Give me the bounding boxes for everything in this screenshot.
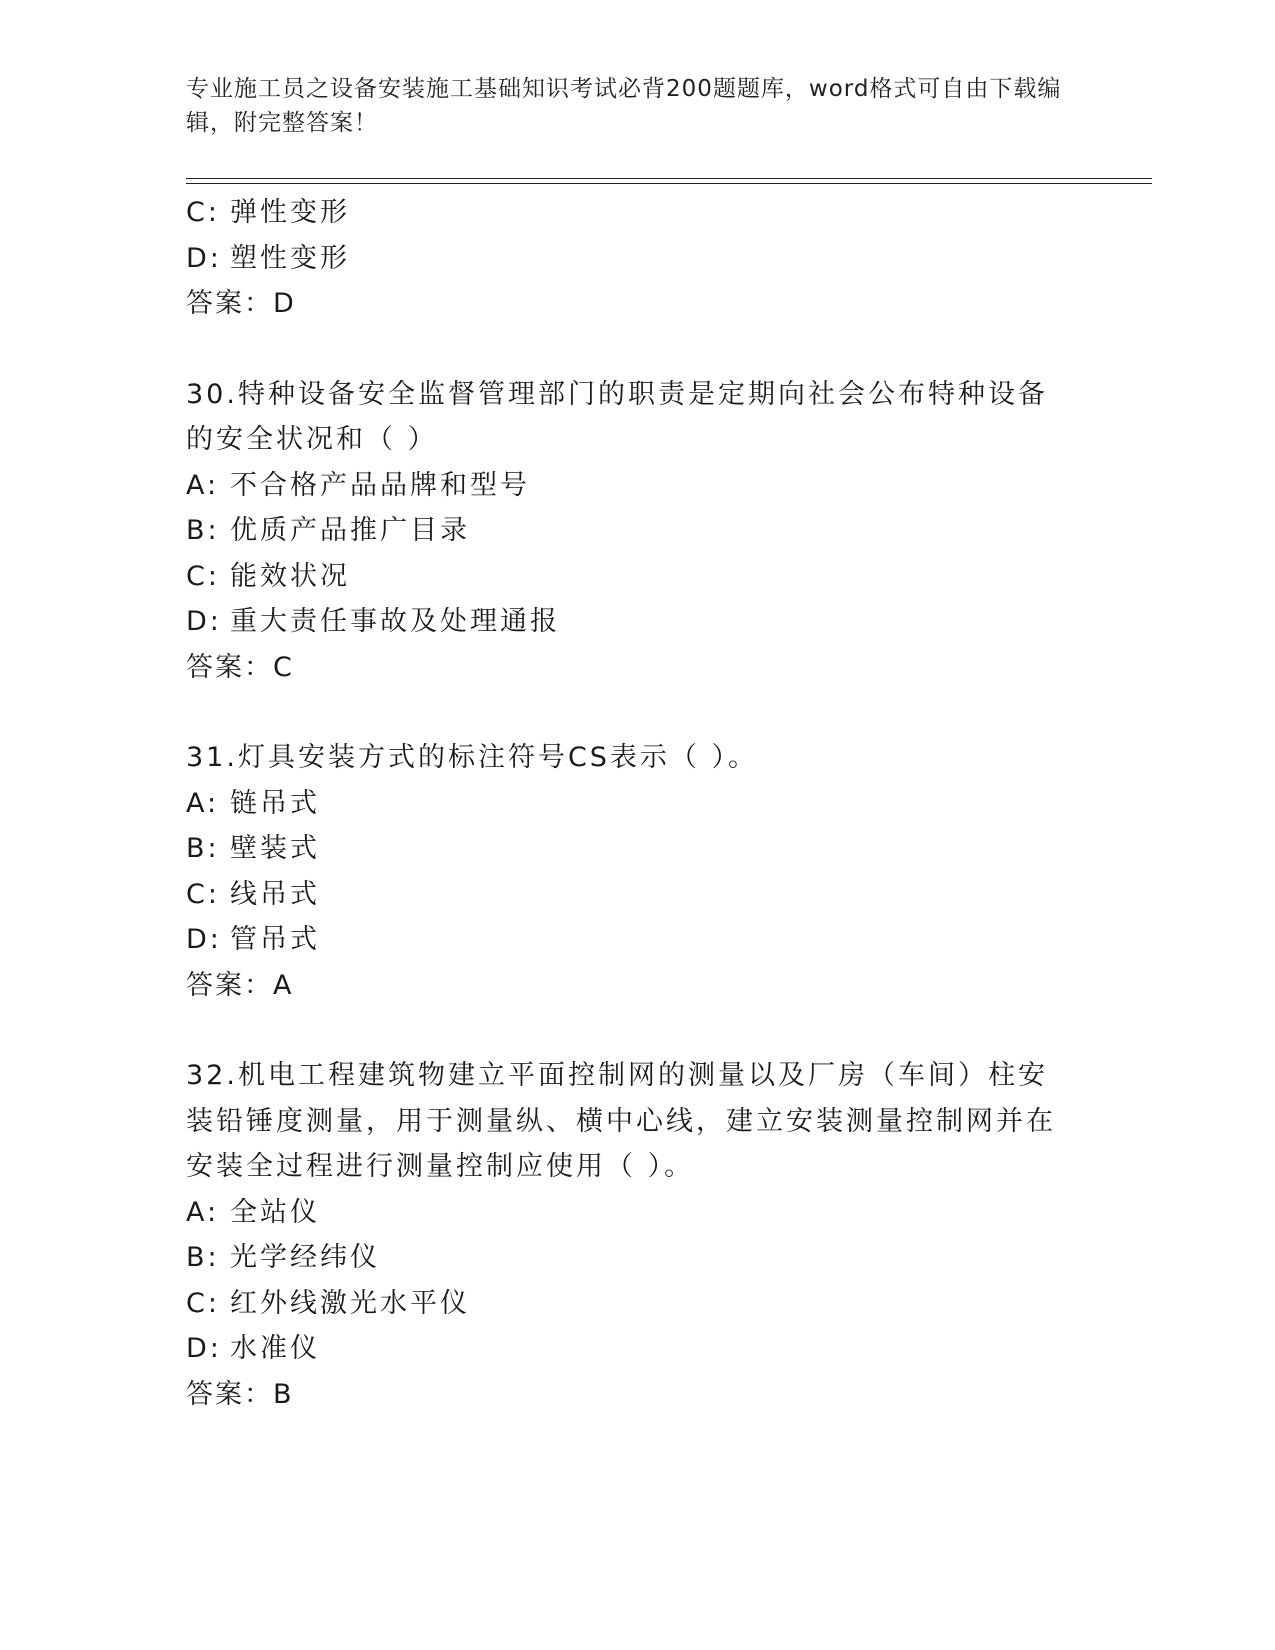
option-text: 链吊式 [230, 787, 320, 819]
option-c [186, 554, 1086, 600]
question-text: 30.特种设备安全监督管理部门的职责是定期向社会公布特种设备的安全状况和（ ） [186, 378, 1048, 455]
question-text: 32.机电工程建筑物建立平面控制网的测量以及厂房（车间）柱安装铅锤度测量，用于测量纵、横中心线，建立安装测量控制网并在安装全过程进行测量控制应使用（ ）。 [186, 1060, 1056, 1182]
answer-line [186, 281, 1086, 327]
option-text: 线吊式 [230, 878, 320, 910]
option-text: 塑性变形 [230, 242, 350, 274]
answer-label: 答案： [186, 969, 273, 1001]
option-text: 能效状况 [230, 560, 350, 592]
question-30 [186, 372, 1086, 691]
answer-label: 答案： [186, 1378, 273, 1410]
option-text: 红外线激光水平仪 [230, 1287, 470, 1319]
option-a [186, 463, 1086, 509]
option-b [186, 1235, 1086, 1281]
option-d [186, 1326, 1086, 1372]
option-text: 水准仪 [230, 1333, 320, 1364]
option-label: C: [186, 560, 220, 592]
document-header-title: 专业施工员之设备安装施工基础知识考试必背200题题库，word格式可自由下载编辑，附完整答案！ [186, 76, 1062, 136]
option-label: C: [186, 878, 220, 910]
option-label: B: [186, 515, 220, 546]
option-label: B: [186, 1242, 220, 1273]
option-c [186, 1281, 1086, 1327]
option-a [186, 1190, 1086, 1236]
option-label: D: [186, 242, 222, 274]
answer-line [186, 645, 1086, 691]
option-label: A: [186, 1196, 220, 1228]
answer-value: D [273, 288, 296, 319]
option-a [186, 781, 1086, 827]
answer-value: C [273, 651, 294, 683]
option-text: 优质产品推广目录 [230, 515, 470, 546]
answer-line [186, 963, 1086, 1009]
option-text: 光学经纬仪 [230, 1242, 380, 1273]
option-label: D: [186, 606, 222, 637]
option-label: C: [186, 1287, 220, 1319]
answer-value: B [273, 1378, 294, 1410]
option-c [186, 872, 1086, 918]
question-31 [186, 735, 1086, 1008]
option-text: 弹性变形 [230, 197, 350, 228]
option-label: D: [186, 1333, 222, 1364]
option-label: C: [186, 197, 220, 228]
spacer [186, 1008, 1086, 1053]
question-content [186, 190, 1086, 1417]
answer-line [186, 1372, 1086, 1418]
option-label: A: [186, 469, 220, 501]
prev-question-tail [186, 190, 1086, 327]
option-d [186, 236, 1086, 282]
option-b [186, 826, 1086, 872]
option-d [186, 917, 1086, 963]
question-32 [186, 1053, 1086, 1417]
answer-label: 答案： [186, 288, 273, 319]
option-text: 全站仪 [230, 1196, 320, 1228]
option-text: 壁装式 [230, 833, 320, 864]
option-label: A: [186, 787, 220, 819]
answer-label: 答案： [186, 651, 273, 683]
option-d [186, 599, 1086, 645]
spacer [186, 690, 1086, 735]
option-c [186, 190, 1086, 236]
option-text: 重大责任事故及处理通报 [230, 606, 560, 637]
header-divider-bottom [186, 183, 1152, 184]
option-text: 管吊式 [230, 924, 320, 955]
spacer [186, 327, 1086, 372]
header-divider-top [186, 178, 1152, 179]
option-label: B: [186, 833, 220, 864]
option-label: D: [186, 924, 222, 955]
answer-value: A [273, 969, 294, 1001]
option-b [186, 508, 1086, 554]
question-text: 31.灯具安装方式的标注符号CS表示（ ）。 [186, 742, 759, 773]
option-text: 不合格产品品牌和型号 [230, 469, 530, 501]
